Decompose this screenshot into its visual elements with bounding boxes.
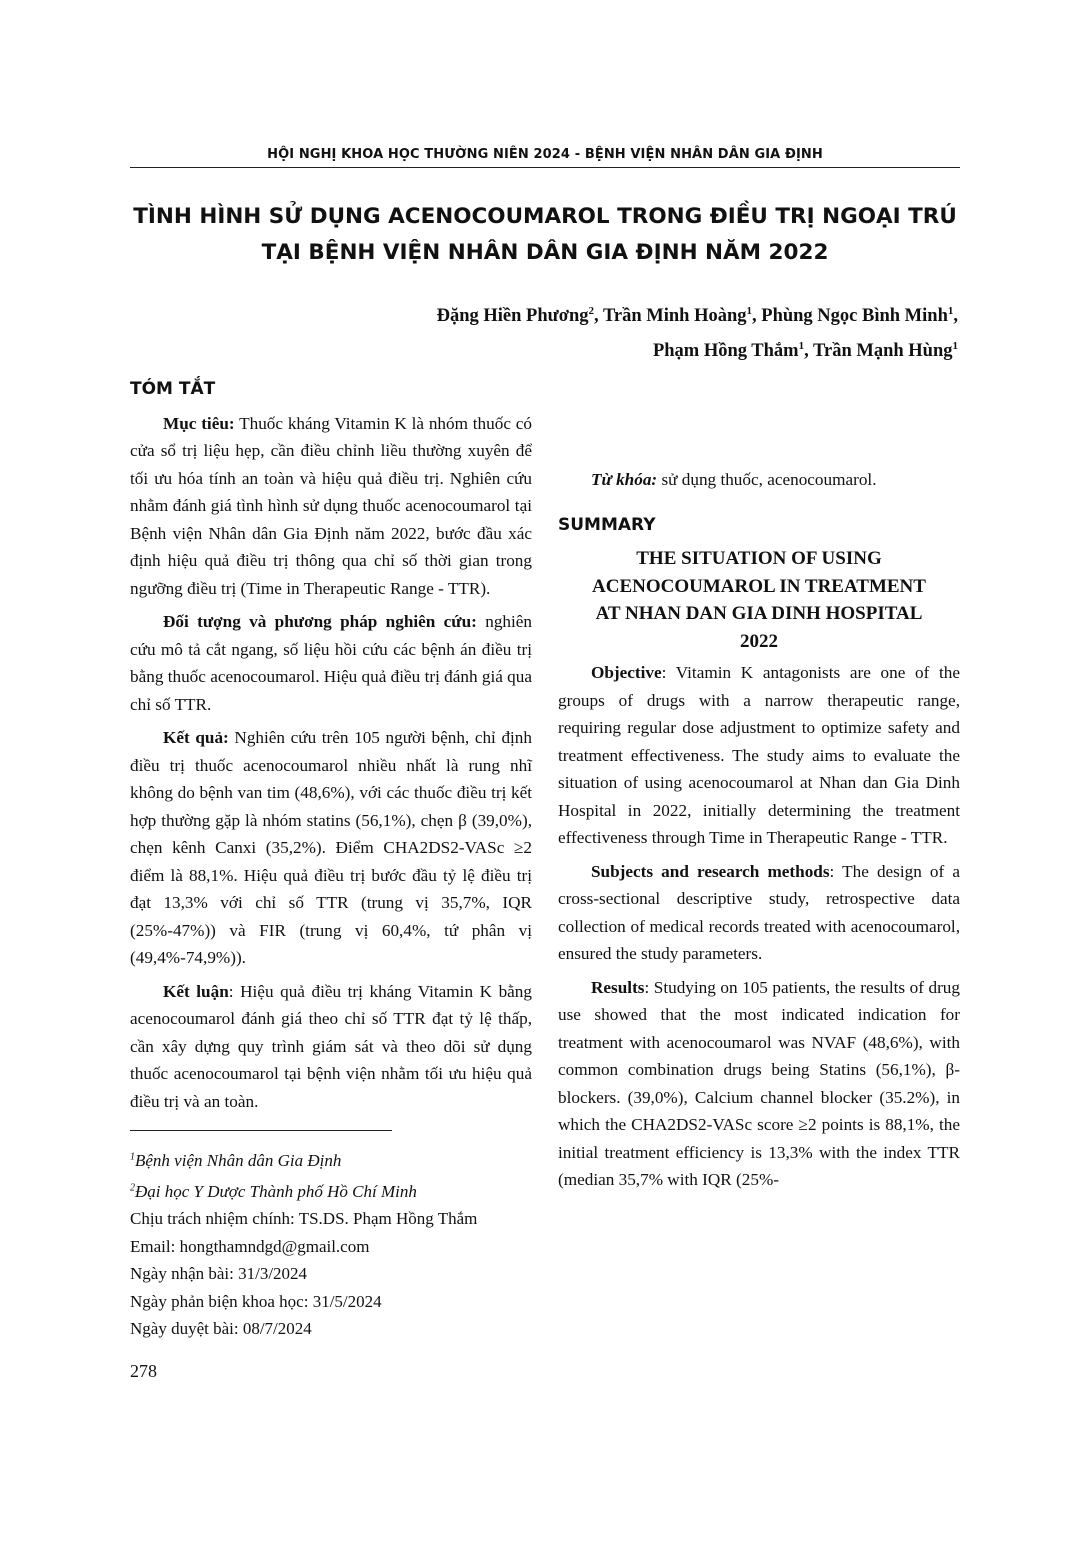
date-accepted: Ngày duyệt bài: 08/7/2024 [130,1319,312,1339]
author-affiliation-mark: 2 [588,305,595,317]
author-name: Phùng Ngọc Bình Minh [761,306,948,327]
objective-label: Mục tiêu: [163,413,235,433]
abstract-vi-heading: TÓM TẮT [130,379,216,399]
results-text: Nghiên cứu trên 105 người bệnh, chỉ định điều trị thuốc acenocoumarol nhiều nhất là rung nhĩ không do bệnh van tim (48,6%), với các thuốc điều trị kết hợp thường gặp là nhóm statins (56,1%), chẹn β (39,0%), chẹn kênh Canxi (35,2%). Điểm CHA2DS2-VASc ≥2 điểm là 88,1%. Hiệu quả điều trị bước đầu tỷ lệ điều trị đạt 13,3% với chỉ số TTR (trung vị 35,7%, IQR (25%-47%)) và FIR (trung vị 60,4%, tứ phân vị (49,4%-74,9%)). [130,728,532,967]
summary-results-label: Results [591,977,645,997]
author-name: Đặng Hiền Phương [436,306,589,327]
summary-heading: SUMMARY [558,514,656,535]
footnotes [130,1143,550,1343]
affiliation-1 [130,1143,550,1174]
author-affiliation-mark: 1 [746,305,753,317]
header-rule [130,167,960,168]
english-title-line-4: 2022 [740,630,778,652]
results-label: Kết quả: [163,728,229,747]
date-received: Ngày nhận bài: 31/3/2024 [130,1264,308,1284]
summary-objective [558,659,960,852]
author-name: Trần Mạnh Hùng [813,341,953,362]
author-line-1: Đặng Hiền Phương$^2$, Trần Minh Hoàng$^1$, Phùng Ngọc Bình Minh$^1$, [436,305,958,327]
summary-results [558,974,960,1194]
english-title [558,545,960,655]
affiliation-mark: 1 [130,1151,135,1162]
date-reviewed: Ngày phản biện khoa học: 31/5/2024 [130,1291,382,1311]
author-affiliation-mark: 1 [947,305,954,317]
page-number: 278 [130,1361,157,1381]
abstract-vi-conclusion [130,978,532,1116]
summary-methods-label: Subjects and research methods [591,861,830,881]
abstract-vi-objective [130,410,532,603]
english-title-line-3: AT NHAN DAN GIA DINH HOSPITAL [595,603,923,624]
conclusion-label: Kết luận [163,981,229,1001]
keywords-label: Từ khóa: [591,470,658,489]
footnote-rule [130,1130,392,1131]
article-title-line-1: TÌNH HÌNH SỬ DỤNG ACENOCOUMAROL TRONG ĐIỀU TRỊ NGOẠI TRÚ [133,204,957,229]
author-name: Trần Minh Hoàng [602,306,747,327]
author-list [158,296,958,366]
abstract-vi-methods [130,608,532,718]
objective-text: Thuốc kháng Vitamin K là nhóm thuốc có cửa sổ trị liệu hẹp, cần điều chỉnh liều thường xuyên để tối ưu hóa tính an toàn và hiệu quả điều trị. Nghiên cứu nhằm đánh giá tình hình sử dụng thuốc acenocoumarol tại Bệnh viện Nhân dân Gia Định năm 2022, bước đầu xác định hiệu quả điều trị thông qua chỉ số thời gian trong ngưỡng điều trị (Time in Therapeutic Range - TTR). [130,413,532,598]
email: Email: hongthamndgd@gmail.com [130,1236,370,1256]
english-title-line-2: ACENOCOUMAROL IN TREATMENT [592,575,926,597]
affiliation-mark: 2 [130,1182,135,1194]
summary-methods [558,858,960,968]
summary-methods-text: : The design of a cross-sectional descriptive study, retrospective data collection of medical records treated with acenocoumarol, ensured the study parameters. [558,861,960,963]
summary-objective-label: Objective [591,663,662,682]
summary-results-text: : Studying on 105 patients, the results of drug use showed that the most indicated indication for treatment with acenocoumarol was NVAF (48,6%), with common combination drugs being Statins (56,1%), β-blockers. (39,0%), Calcium channel blocker (35.2%), in which the CHA2DS2-VASc score ≥2 points is 88,1%, the initial treatment efficiency is 13,3% with the index TTR (median 35,7% with IQR (25%- [558,977,960,1189]
running-header: HỘI NGHỊ KHOA HỌC THƯỜNG NIÊN 2024 - BỆNH VIỆN NHÂN DÂN GIA ĐỊNH [267,147,823,162]
author-line-2: Phạm Hồng Thắm$^1$, Trần Mạnh Hùng$^1$ [652,340,958,362]
corresponding-author: Chịu trách nhiệm chính: TS.DS. Phạm Hồng Thắm [130,1209,478,1229]
abstract-vi-keywords [558,466,960,494]
article-title [110,199,980,271]
methods-label: Đối tượng và phương pháp nghiên cứu: [163,612,477,631]
english-title-line-1: THE SITUATION OF USING [636,548,882,569]
summary-objective-text: : Vitamin K antagonists are one of the groups of drugs with a narrow therapeutic range, requiring regular dose adjustment to optimize safety and treatment effectiveness. The study aims to evaluate the situation of using acenocoumarol at Nhan dan Gia Dinh Hospital in 2022, initially determining the treatment effectiveness through Time in Therapeutic Range - TTR. [558,663,960,847]
affiliation-text: Đại học Y Dược Thành phố Hồ Chí Minh [135,1181,417,1201]
abstract-vi-results [130,724,532,972]
affiliation-2 [130,1174,550,1205]
affiliation-text: Bệnh viện Nhân dân Gia Định [135,1150,342,1170]
article-title-line-2: TẠI BỆNH VIỆN NHÂN DÂN GIA ĐỊNH NĂM 2022 [261,240,829,265]
methods-text: nghiên cứu mô tả cắt ngang, số liệu hồi cứu các bệnh án điều trị bằng thuốc acenocoumarol. Hiệu quả điều trị đánh giá qua chỉ số TTR. [130,612,532,714]
left-column [130,376,532,1121]
conclusion-text: : Hiệu quả điều trị kháng Vitamin K bằng acenocoumarol đánh giá theo chỉ số TTR đạt tỷ lệ thấp, cần xây dựng quy trình giám sát và theo dõi sử dụng thuốc acenocoumarol tại bệnh viện nhằm tối ưu hiệu quả điều trị và an toàn. [130,981,532,1111]
author-affiliation-mark: 1 [952,340,958,353]
author-affiliation-mark: 1 [798,340,805,353]
author-name: Phạm Hồng Thắm [652,341,799,362]
keywords-text: sử dụng thuốc, acenocoumarol. [661,470,877,489]
right-column [558,381,960,1200]
